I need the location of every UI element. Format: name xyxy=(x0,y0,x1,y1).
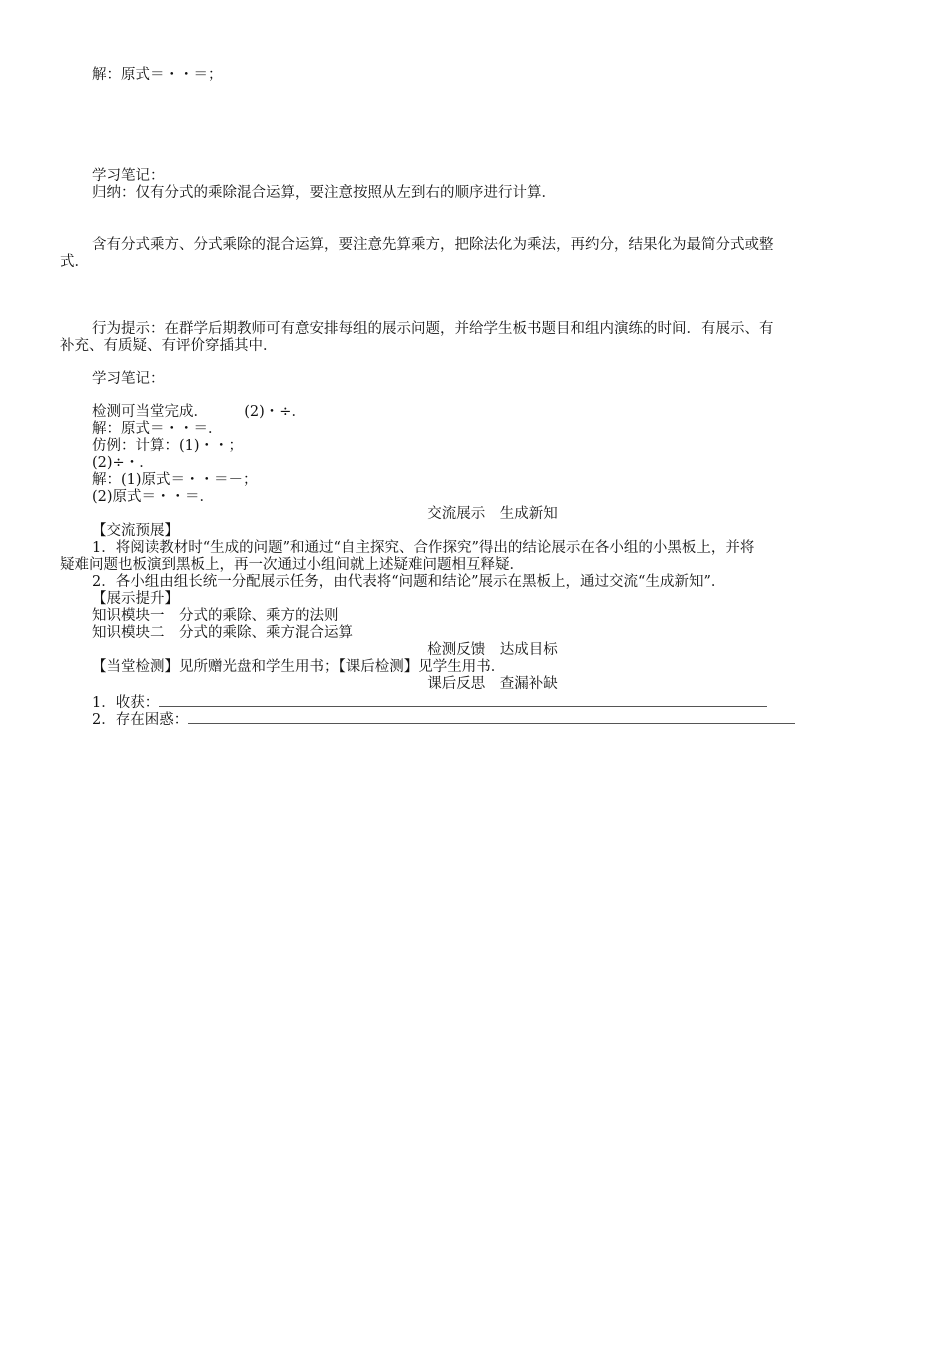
exchange-item-2: 2．各小组由组长统一分配展示任务，由代表将“问题和结论”展示在黑板上，通过交流“生成新知”． xyxy=(92,574,726,590)
knowledge-module-2: 知识模块二 分式的乘除、乘方混合运算 xyxy=(92,625,353,641)
summary-line: 归纳：仅有分式的乘除混合运算，要注意按照从左到右的顺序进行计算． xyxy=(92,185,556,201)
exchange-preview-heading: 【交流预展】 xyxy=(92,523,179,539)
knowledge-module-1: 知识模块一 分式的乘除、乘方的法则 xyxy=(92,608,339,624)
study-notes-heading: 学习笔记： xyxy=(92,168,165,184)
confusion-label: 2．存在困惑： xyxy=(92,712,189,728)
section-title-reflection: 课后反思 查漏补缺 xyxy=(427,676,558,692)
test-line: 【当堂检测】见所赠光盘和学生用书；【课后检测】见学生用书． xyxy=(92,659,506,675)
solution-line-4: (2)原式＝・・＝． xyxy=(92,489,215,505)
section-title-feedback: 检测反馈 达成目标 xyxy=(427,642,558,658)
exchange-item-1-cont: 疑难问题也板演到黑板上，再一次通过小组间就上述疑难问题相互释疑． xyxy=(60,557,524,573)
study-notes-heading-2: 学习笔记： xyxy=(92,371,165,387)
solution-line-3: 解：(1)原式＝・・＝－； xyxy=(92,472,258,488)
display-improve-heading: 【展示提升】 xyxy=(92,591,179,607)
harvest-label: 1．收获： xyxy=(92,695,160,711)
confusion-blank[interactable] xyxy=(188,710,795,724)
section-title-exchange: 交流展示 生成新知 xyxy=(427,506,558,522)
paragraph-mixed-operations: 含有分式乘方、分式乘除的混合运算，要注意先算乘方，把除法化为乘法，再约分，结果化为最简分式或整 xyxy=(92,237,774,253)
solution-line-1: 解：原式＝・・＝； xyxy=(92,67,223,83)
harvest-blank[interactable] xyxy=(159,693,767,707)
teaching-hint: 行为提示：在群学后期教师可有意安排每组的展示问题，并给学生板书题目和组内演练的时间．有展示、有 xyxy=(92,321,774,337)
example-line-2: (2)÷・． xyxy=(92,455,154,471)
check-line: 检测可当堂完成． (2)・÷． xyxy=(92,404,306,420)
teaching-hint-cont: 补充、有质疑、有评价穿插其中． xyxy=(60,338,278,354)
paragraph-mixed-operations-cont: 式． xyxy=(60,254,89,270)
exchange-item-1: 1．将阅读教材时“生成的问题”和通过“自主探究、合作探究”得出的结论展示在各小组的小黑板上，并将 xyxy=(92,540,755,556)
confusion-row xyxy=(92,710,795,729)
solution-line-2: 解：原式＝・・＝． xyxy=(92,421,223,437)
example-line: 仿例：计算：(1)・・； xyxy=(92,438,244,454)
